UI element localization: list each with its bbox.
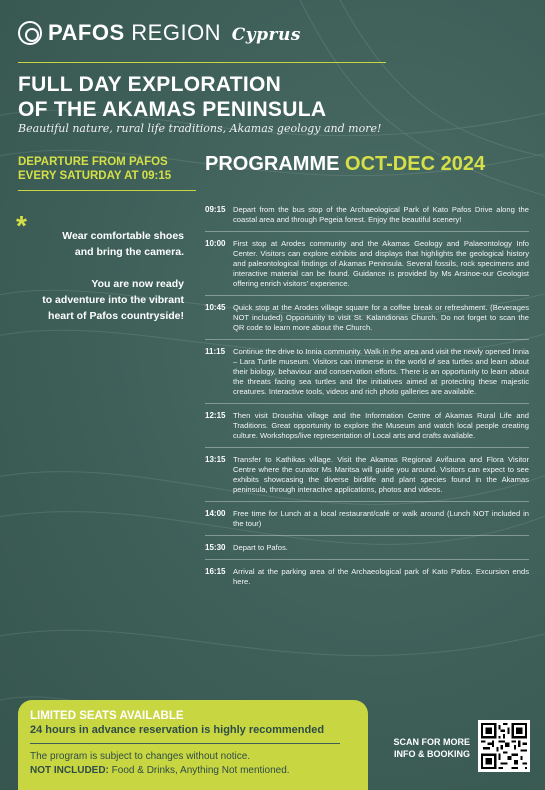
scan-label [375,736,470,760]
programme-period: OCT-DEC 2024 [345,153,486,175]
schedule-description: Continue the drive to Innia community. Walk in the area and visit the newly opened Innia – Lara Turtle museum. Visitors can immerse in the world of sea turtles and learn about their biology, behaviour and conservation efforts. There is an opportunity to learn about the threats facing sea turtles and the initiatives aimed at protecting these majestic creatures. Interactive tools, videos and rich photo galleries are available. [233,347,529,396]
page-title [18,72,326,122]
tip-shoes-line-1: Wear comfortable shoes [62,230,184,242]
schedule-row [205,347,529,404]
schedule-time: 09:15 [205,205,226,214]
schedule-description: Transfer to Kathikas village. Visit the Akamas Regional Avifauna and Flora Visitor Centre where the curator Ms Maritsa will guide you around. Visitors can expect to see exhibits showcasing the diverse birdlife and plant species found in the Akamas peninsula, through interactive applications, photos and videos. [233,455,529,494]
programme-schedule [205,205,529,600]
schedule-time: 15:30 [205,543,226,552]
schedule-row [205,567,529,593]
not-included-text: Food & Drinks, Anything Not mentioned. [108,765,290,776]
schedule-row [205,411,529,448]
schedule-time: 13:15 [205,455,226,464]
schedule-row [205,455,529,502]
departure-line-1: DEPARTURE FROM PAFOS [18,156,168,168]
limited-seats-heading: LIMITED SEATS AVAILABLE [30,710,184,722]
tip-shoes [22,228,184,260]
schedule-description: Then visit Droushia village and the Information Centre of Akamas Rural Life and Traditions. Great opportunity to explore the Museum and watch local people creating culture. Workshops/live representation of Local arts and crafts available. [233,411,529,440]
programme-heading [205,153,485,176]
tip-adventure-line-2: to adventure into the vibrant [42,294,184,306]
asterisk-icon: * [16,210,27,241]
schedule-row [205,509,529,536]
scan-line-2: INFO & BOOKING [394,749,470,759]
programme-label: PROGRAMME [205,153,340,175]
schedule-row [205,205,529,232]
logo-circle-icon [18,21,42,45]
schedule-time: 12:15 [205,411,226,420]
schedule-time: 16:15 [205,567,226,576]
schedule-description: Depart to Pafos. [233,543,288,552]
schedule-description: Arrival at the parking area of the Archaeological park of Kato Pafos. Excursion ends here. [233,567,529,586]
header-divider [18,62,386,63]
schedule-description: Free time for Lunch at a local restaurant/café or walk around (Lunch NOT included in the tour) [233,509,529,528]
schedule-time: 10:00 [205,239,226,248]
schedule-time: 11:15 [205,347,226,356]
title-line-1: FULL DAY EXPLORATION [18,73,282,96]
qr-code-icon [481,723,527,769]
page-subtitle: Beautiful nature, rural life traditions, Akamas geology and more! [18,122,382,135]
tip-adventure-line-3: heart of Pafos countryside! [48,310,184,322]
schedule-row [205,543,529,560]
schedule-description: Quick stop at the Arodes village square for a coffee break or refreshment. (Beverages NOT included) Opportunity to visit St. Kalandionas Church. Do not forget to scan the QR code to learn more about the Church. [233,303,529,332]
booking-info-box [18,700,368,790]
qr-code[interactable] [478,720,530,772]
departure-info [18,155,198,183]
tip-shoes-line-2: and bring the camera. [74,246,184,258]
not-included-label: NOT INCLUDED: [30,765,109,776]
logo-wordmark [48,20,301,46]
schedule-time: 14:00 [205,509,226,518]
logo-light: REGION [131,20,222,45]
departure-line-2: EVERY SATURDAY AT 09:15 [18,170,172,182]
tip-adventure-line-1: You are now ready [91,278,184,290]
schedule-row [205,239,529,296]
tip-adventure [22,276,184,324]
changes-note: The program is subject to changes without notice. [30,751,251,762]
scan-line-1: SCAN FOR MORE [393,737,470,747]
reservation-note: 24 hours in advance reservation is highly recommended [30,724,325,736]
schedule-description: Depart from the bus stop of the Archaeological Park of Kato Pafos Drive along the coastal area and through Pegeia forest. Enjoy the beautiful scenery! [233,205,529,224]
schedule-row [205,303,529,340]
logo-script: Cyprus [231,25,301,45]
title-line-2: OF THE AKAMAS PENINSULA [18,98,327,121]
schedule-time: 10:45 [205,303,226,312]
tips-text [22,228,184,340]
not-included-note [30,764,356,778]
footer-divider [30,743,340,744]
pafos-region-logo [18,20,301,46]
schedule-description: First stop at Arodes community and the Akamas Geology and Palaeontology Info Center. Visitors can explore exhibits and displays that highlights the geological history and paleontological findings of Akamas Peninsula. Several fossils, rock specimens and interactive material can be found. Guidance is provided by Ms Arsinoe-our Geologist offering enrich visitors' experience. [233,239,529,288]
logo-main: PAFOS [48,20,125,45]
departure-divider [18,190,196,191]
